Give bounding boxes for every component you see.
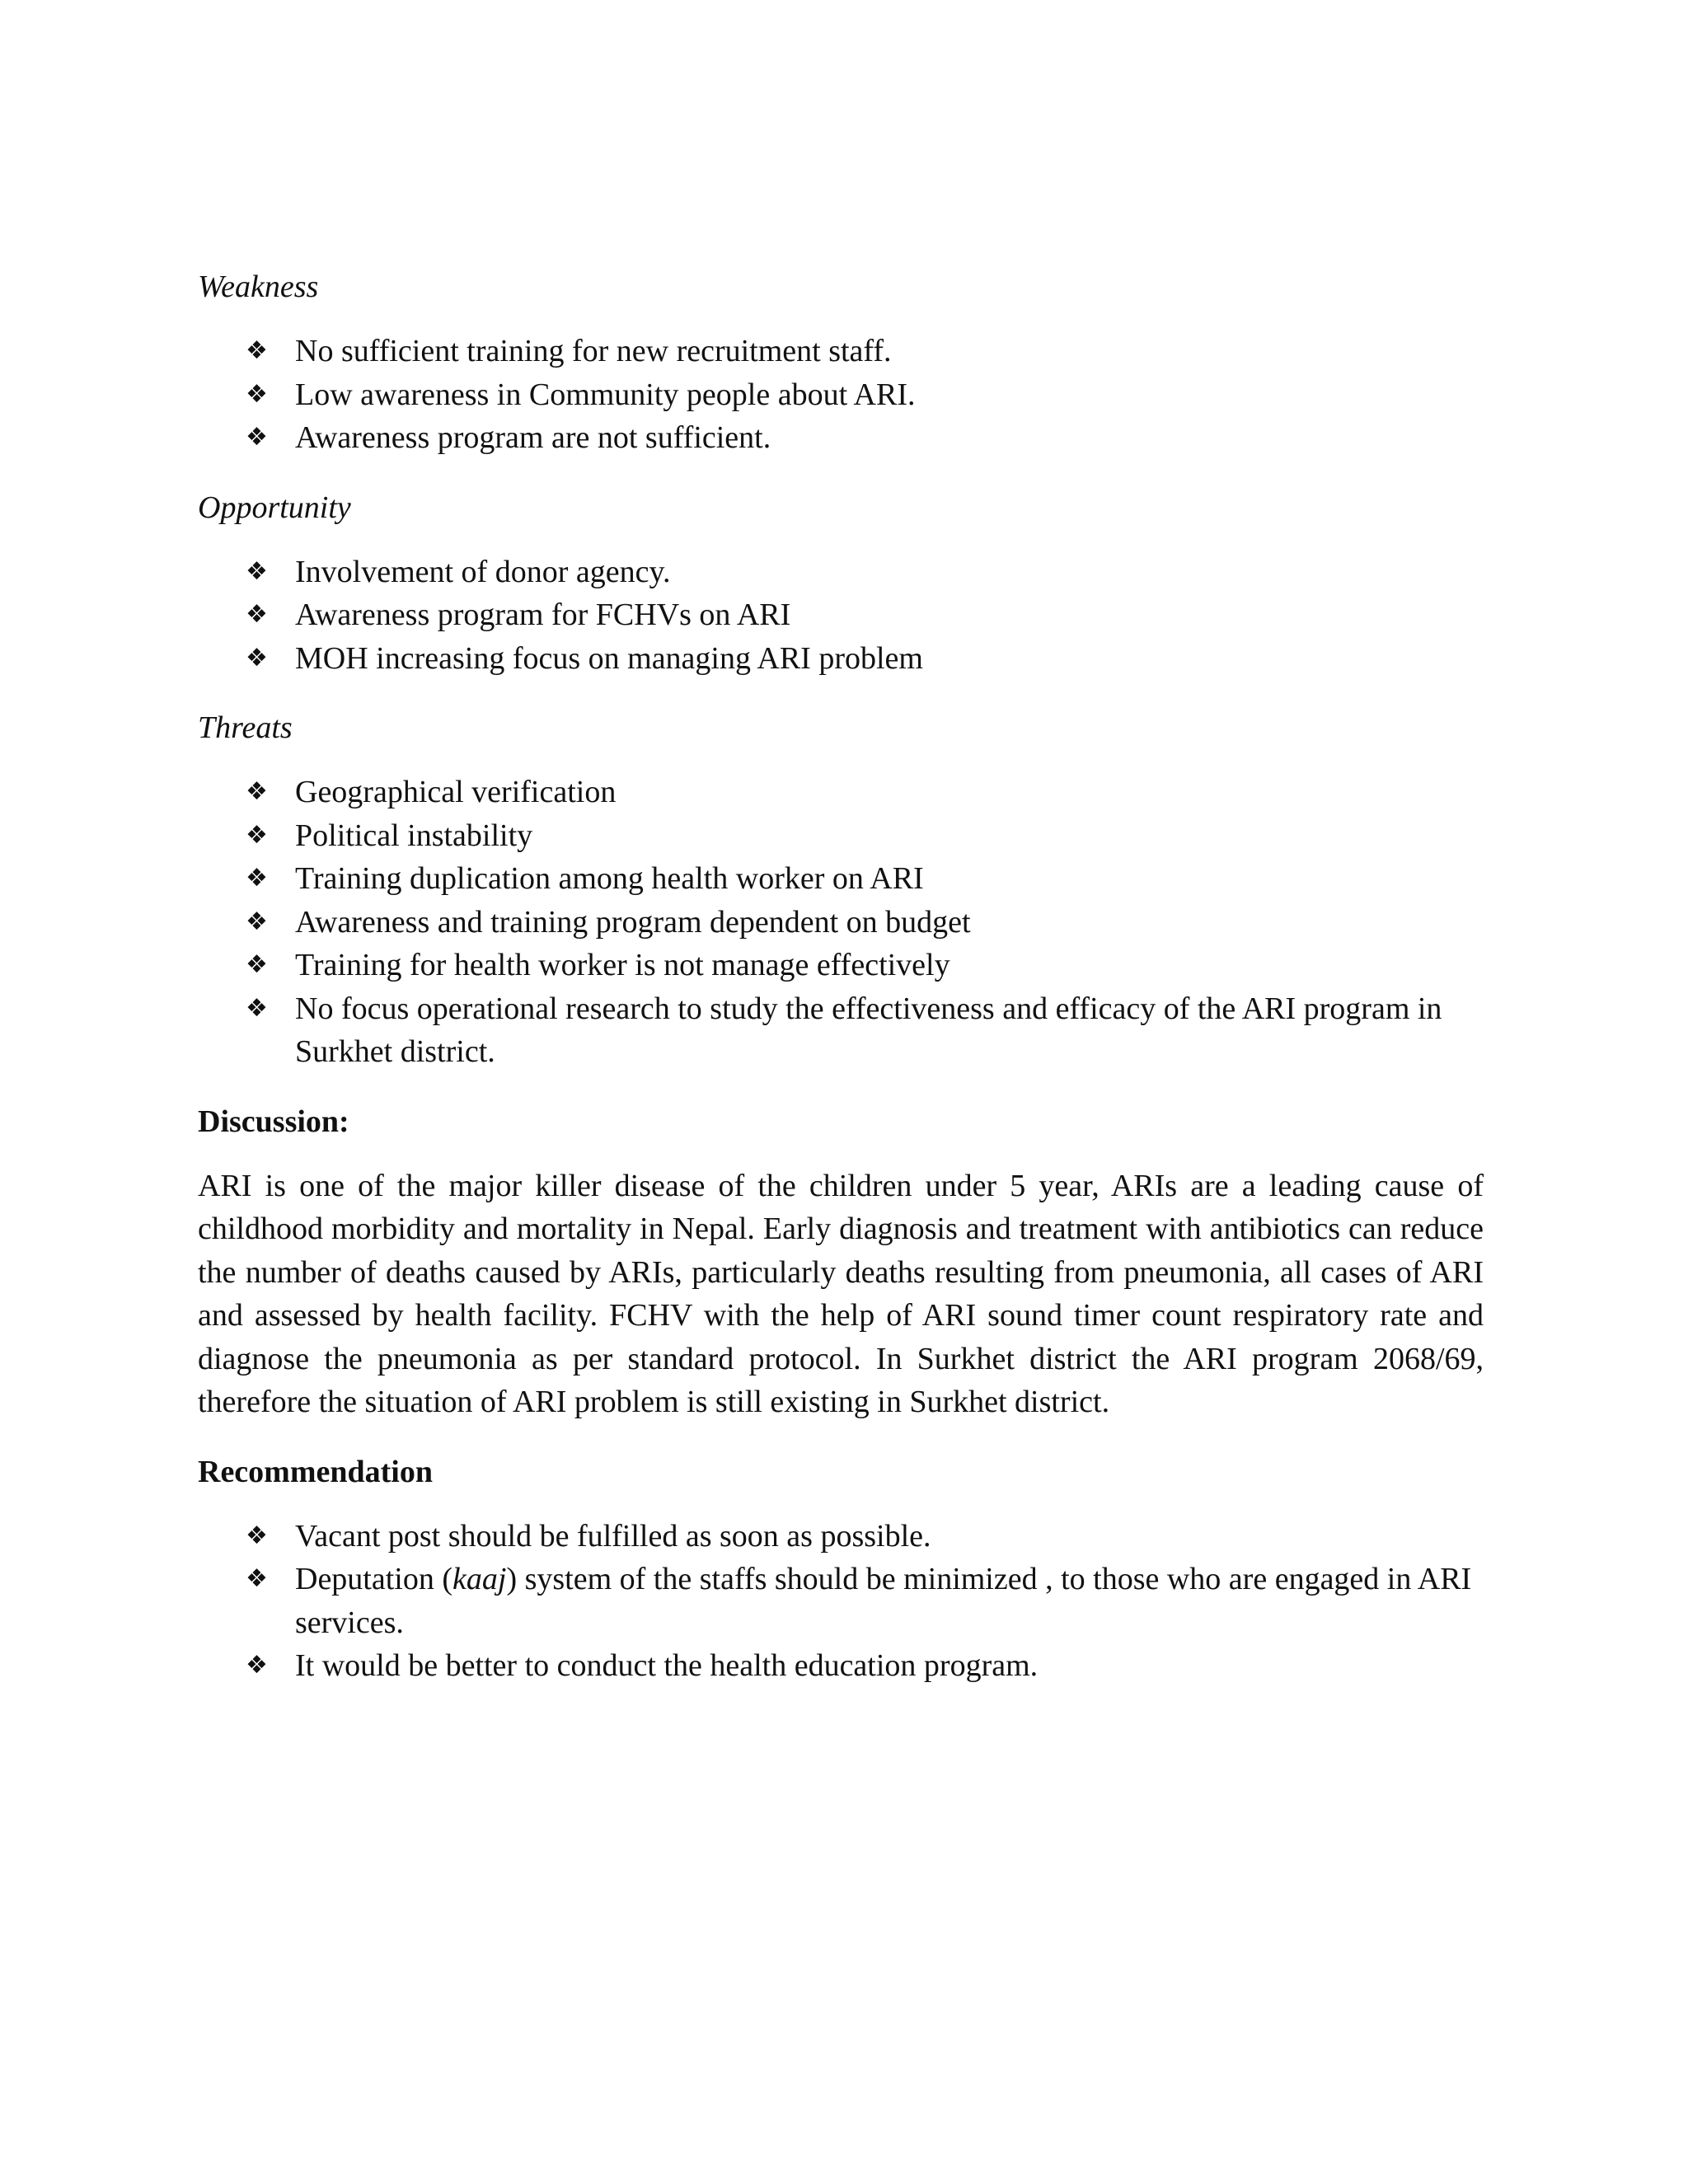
list-item-text-end: ) system of the staffs should be minimized , to those who are engaged in ARI services. [295,1562,1472,1640]
list-item [246,814,1484,858]
list-item-text: Training for health worker is not manage effectively [295,948,950,982]
list-item-text: Involvement of donor agency. [295,554,671,589]
four-diamond-bullet-icon: ❖ [246,950,268,979]
list-item [246,593,1484,637]
four-diamond-bullet-icon: ❖ [246,379,268,409]
four-diamond-bullet-icon: ❖ [246,864,268,893]
list-item [246,1644,1484,1688]
list-item [246,1558,1484,1644]
four-diamond-bullet-icon: ❖ [246,1521,268,1550]
opportunity-list [198,551,1484,681]
discussion-paragraph: ARI is one of the major killer disease of the children under 5 year, ARIs are a leading cause of childhood morbidity and mortality in Nepal. Early diagnosis and treatment with antibiotics can reduce the number of deaths caused by ARIs, particularly deaths resulting from pneumonia, all cases of ARI and assessed by health facility. FCHV with the help of ARI sound timer count respiratory rate and diagnose the pneumonia as per standard protocol. In Surkhet district the ARI program 2068/69, therefore the situation of ARI problem is still existing in Surkhet district. [198,1168,1484,1419]
list-item [246,987,1484,1074]
list-item-text: It would be better to conduct the health education program. [295,1648,1039,1683]
weakness-heading: Weakness [198,269,319,304]
discussion-heading: Discussion: [198,1104,349,1139]
four-diamond-bullet-icon: ❖ [246,336,268,365]
threats-heading: Threats [198,710,293,745]
list-item [246,771,1484,814]
list-item-text-start: Deputation ( [295,1562,453,1596]
list-item-text: Geographical verification [295,775,617,809]
list-item-text: Political instability [295,818,533,853]
list-item [246,944,1484,987]
four-diamond-bullet-icon: ❖ [246,907,268,936]
list-item [246,857,1484,901]
list-item-text: Low awareness in Community people about ARI. [295,377,916,412]
list-item [246,637,1484,681]
list-item [246,373,1484,417]
four-diamond-bullet-icon: ❖ [246,993,268,1023]
opportunity-heading: Opportunity [198,490,351,525]
four-diamond-bullet-icon: ❖ [246,820,268,850]
list-item-text: No sufficient training for new recruitment staff. [295,334,892,368]
list-item-text: MOH increasing focus on managing ARI problem [295,640,923,676]
list-item-text: No focus operational research to study the effectiveness and efficacy of the ARI program in Surkhet district. [295,991,1442,1069]
weakness-list [198,330,1484,460]
four-diamond-bullet-icon: ❖ [246,777,268,806]
list-item [246,330,1484,373]
four-diamond-bullet-icon: ❖ [246,600,268,629]
list-item [246,901,1484,944]
recommendation-heading: Recommendation [198,1454,433,1489]
document-content [198,265,1484,1714]
list-item-text: Awareness program are not sufficient. [295,420,771,455]
four-diamond-bullet-icon: ❖ [246,556,268,586]
four-diamond-bullet-icon: ❖ [246,643,268,673]
four-diamond-bullet-icon: ❖ [246,423,268,452]
list-item-text: Training duplication among health worker on ARI [295,861,924,896]
four-diamond-bullet-icon: ❖ [246,1564,268,1593]
list-item [246,416,1484,460]
recommendation-list [198,1515,1484,1688]
list-item-text: Awareness program for FCHVs on ARI [295,598,791,632]
list-item-text: Vacant post should be fulfilled as soon as possible. [295,1518,931,1554]
list-item-text: Awareness and training program dependent on budget [295,904,971,940]
four-diamond-bullet-icon: ❖ [246,1651,268,1680]
threats-list [198,771,1484,1074]
list-item-text-italic: kaaj [452,1562,507,1596]
list-item [246,1515,1484,1558]
list-item [246,551,1484,594]
